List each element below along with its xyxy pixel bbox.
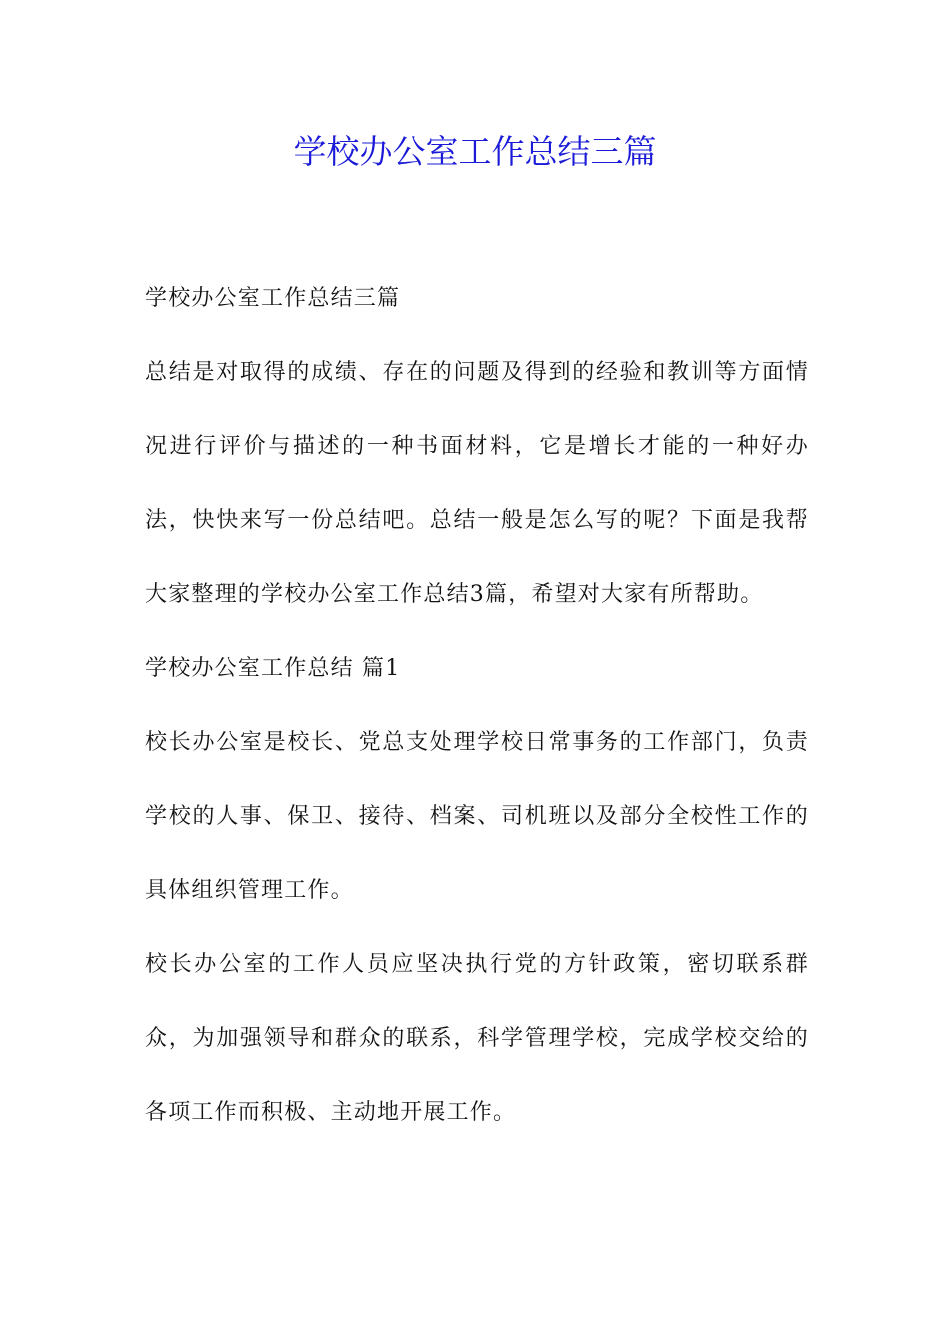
section-heading-1: 学校办公室工作总结 篇1	[145, 656, 401, 681]
paragraph-office-staff: 校长办公室的工作人员应坚决执行党的方针政策，密切联系群众，为加强领导和群众的联系，科学管理学校，完成学校交给的各项工作而积极、主动地开展工作。	[145, 952, 809, 1125]
paragraph-intro: 总结是对取得的成绩、存在的问题及得到的经验和教训等方面情况进行评价与描述的一种书面材料，它是增长才能的一种好办法，快快来写一份总结吧。总结一般是怎么写的呢？下面是我帮大家整理的学校办公室工作总结3篇，希望对大家有所帮助。	[145, 360, 809, 607]
document-title: 学校办公室工作总结三篇	[293, 132, 657, 171]
paragraph-office-role: 校长办公室是校长、党总支处理学校日常事务的工作部门，负责学校的人事、保卫、接待、档案、司机班以及部分全校性工作的具体组织管理工作。	[145, 730, 809, 903]
document-body	[145, 262, 809, 1150]
paragraph-subtitle: 学校办公室工作总结三篇	[145, 286, 401, 311]
